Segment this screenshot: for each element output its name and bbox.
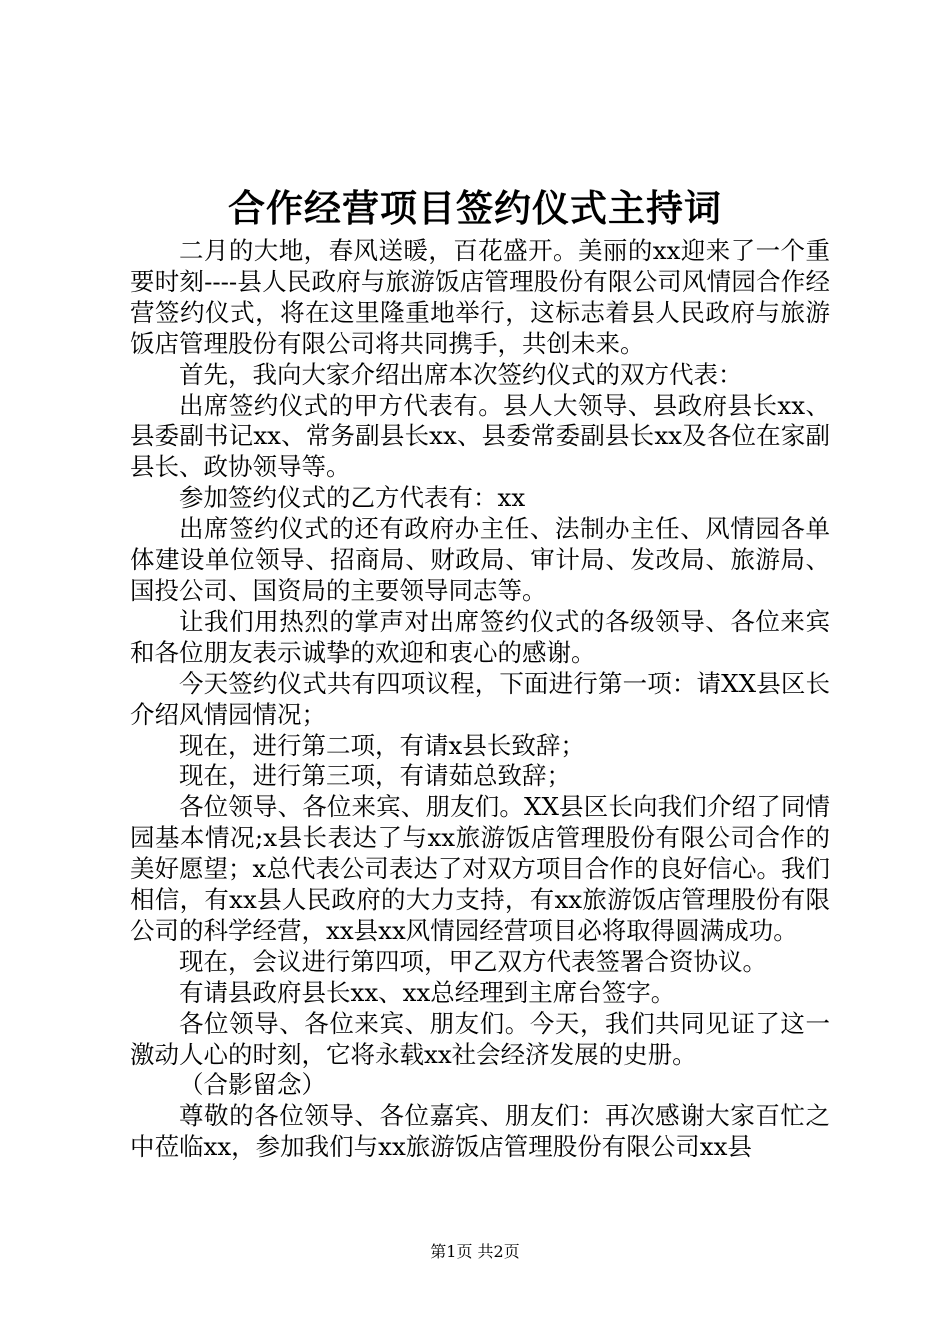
paragraph: （合影留念）: [179, 1070, 326, 1100]
paragraph: 有请县政府县长xx、xx总经理到主席台签字。: [179, 977, 676, 1007]
paragraph: 二月的大地，春风送暖，百花盛开。美丽的xx迎来了一个重要时刻----县人民政府与旅游饭店管理股份有限公司风情园合作经营签约仪式，将在这里隆重地举行，这标志着县人民政府与旅游饭店管理股份有限公司将共同携手，共创未来。: [130, 236, 830, 358]
document-body: [130, 236, 830, 1163]
page-number-footer: 第1页 共2页: [430, 1242, 520, 1261]
paragraph: 参加签约仪式的乙方代表有：xx: [179, 483, 526, 513]
paragraph: 出席签约仪式的还有政府办主任、法制办主任、风情园各单体建设单位领导、招商局、财政局、审计局、发改局、旅游局、国投公司、国资局的主要领导同志等。: [130, 514, 830, 605]
paragraph: 现在，进行第三项，有请茹总致辞；: [179, 761, 571, 791]
paragraph: 现在，会议进行第四项，甲乙双方代表签署合资协议。: [179, 946, 767, 976]
paragraph: 首先，我向大家介绍出席本次签约仪式的双方代表：: [179, 359, 743, 389]
paragraph: 让我们用热烈的掌声对出席签约仪式的各级领导、各位来宾和各位朋友表示诚挚的欢迎和衷心的感谢。: [130, 606, 830, 667]
paragraph: 现在，进行第二项，有请x县长致辞；: [179, 730, 585, 760]
paragraph: 尊敬的各位领导、各位嘉宾、朋友们：再次感谢大家百忙之中莅临xx，参加我们与xx旅游饭店管理股份有限公司xx县: [130, 1101, 830, 1162]
paragraph: 出席签约仪式的甲方代表有。县人大领导、县政府县长xx、县委副书记xx、常务副县长xx、县委常委副县长xx及各位在家副县长、政协领导等。: [130, 390, 830, 482]
document-title: 合作经营项目签约仪式主持词: [228, 186, 722, 230]
paragraph: 各位领导、各位来宾、朋友们。XX县区长向我们介绍了同情园基本情况;x县长表达了与xx旅游饭店管理股份有限公司合作的美好愿望；x总代表公司表达了对双方项目合作的良好信心。我们相信，有xx县人民政府的大力支持，有xx旅游饭店管理股份有限公司的科学经营，xx县xx风情园经营项目必将取得圆满成功。: [130, 792, 830, 945]
paragraph: 各位领导、各位来宾、朋友们。今天，我们共同见证了这一激动人心的时刻，它将永载xx社会经济发展的史册。: [130, 1008, 830, 1069]
paragraph: 今天签约仪式共有四项议程，下面进行第一项：请XX县区长介绍风情园情况；: [130, 668, 830, 729]
